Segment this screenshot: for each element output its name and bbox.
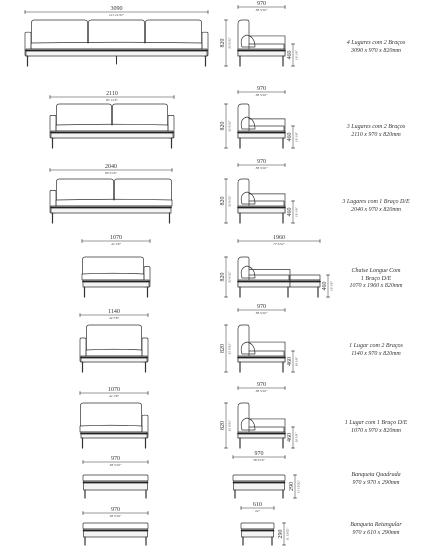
height-dimension: 820 — [219, 344, 226, 353]
product-dimensions: 970 x 610 x 290mm — [352, 529, 400, 536]
width-dimension: 610 — [253, 502, 262, 508]
seat-height-dimension-inch: 18 1/8" — [294, 50, 299, 60]
width-dimension-inch: 38 3/16" — [253, 458, 265, 463]
row-3-seater-2-arms — [50, 86, 299, 148]
width-dimension: 970 — [257, 304, 266, 310]
width-dimension: 970 — [111, 507, 120, 513]
seat-height-dimension: 460 — [286, 357, 293, 366]
product-caption — [318, 40, 434, 55]
front-view — [82, 235, 150, 297]
width-dimension-inch: 38 3/16" — [255, 93, 268, 98]
front-view — [80, 309, 148, 372]
product-caption — [318, 420, 434, 435]
width-dimension: 1140 — [108, 309, 120, 315]
height-dimension: 820 — [219, 121, 226, 131]
front-view — [50, 91, 174, 148]
width-dimension: 3090 — [110, 6, 123, 12]
row-4-seater-2-arms — [25, 1, 299, 66]
product-name: 4 Lugares com 2 Braços — [346, 40, 406, 46]
side-view — [220, 382, 299, 448]
height-dimension: 820 — [219, 272, 226, 282]
width-dimension: 2110 — [106, 91, 118, 97]
product-dimensions: 1070 x 970 x 820mm — [351, 427, 401, 434]
width-dimension: 970 — [257, 1, 266, 7]
seat-height-dimension: 460 — [286, 433, 293, 442]
height-dimension-inch: 32 9/32" — [227, 120, 232, 132]
height-dimension-inch: 32 9/32" — [227, 37, 232, 49]
side-view — [233, 451, 301, 498]
height-dimension-inch: 32 9/32" — [227, 342, 232, 355]
height-dimension-inch: 11 13/32" — [296, 479, 301, 494]
row-square-ottoman — [83, 451, 301, 498]
product-caption — [318, 343, 434, 358]
width-dimension-inch: 38 3/16" — [255, 166, 268, 171]
product-caption — [318, 124, 434, 139]
width-dimension: 1960 — [273, 235, 285, 241]
width-dimension-inch: 38 3/16" — [255, 311, 268, 316]
width-dimension-inch: 42 1/8" — [111, 242, 121, 247]
seat-height-dimension-inch: 18 1/8" — [294, 432, 299, 443]
width-dimension-inch: 44 7/8" — [109, 316, 119, 321]
width-dimension-inch: 38 3/16" — [109, 463, 122, 468]
seat-height-dimension-inch: 18 1/8" — [294, 356, 299, 367]
width-dimension-inch: 42 1/8" — [109, 394, 119, 399]
product-name: 1 Lugar com 2 Braços — [349, 343, 403, 349]
row-1-seater-1-arm — [80, 382, 299, 448]
product-name: 3 Lugares com 1 Braço D/E — [342, 199, 410, 205]
width-dimension: 970 — [257, 159, 266, 165]
height-dimension: 820 — [219, 196, 226, 206]
product-name: Banqueta Retangular — [350, 522, 402, 528]
height-dimension-inch: 32 9/32" — [227, 419, 232, 432]
seat-height-dimension-inch: 18 1/8" — [294, 132, 299, 142]
product-dimensions: 3090 x 970 x 820mm — [351, 47, 401, 54]
front-view — [83, 456, 148, 498]
product-name-line2: 1 Braço D/E — [360, 275, 392, 282]
product-dimensions: 2040 x 970 x 820mm — [351, 206, 401, 213]
row-1-seater-2-arms — [80, 304, 299, 372]
seat-height-dimension: 460 — [286, 207, 293, 217]
side-view — [220, 159, 299, 223]
product-caption — [318, 199, 434, 214]
row-rectangular-ottoman — [83, 502, 290, 545]
front-view — [50, 164, 172, 223]
width-dimension-inch: 83 1/16" — [106, 98, 118, 103]
side-view — [220, 1, 299, 66]
seat-height-dimension: 460 — [321, 281, 328, 291]
seat-height-dimension: 460 — [286, 132, 293, 142]
row-3-seater-1-arm — [50, 159, 299, 223]
width-dimension-inch: 121 21/32" — [108, 13, 125, 18]
product-name: Banqueta Quadrada — [351, 472, 401, 478]
height-dimension: 820 — [219, 38, 226, 48]
product-dimensions: 1140 x 970 x 820mm — [351, 350, 401, 357]
product-dimensions: 2110 x 970 x 820mm — [351, 131, 401, 138]
width-dimension-inch: 80 5/16" — [105, 171, 117, 176]
height-dimension: 290 — [277, 529, 284, 539]
product-caption — [318, 268, 434, 291]
product-caption — [318, 522, 434, 537]
product-dimensions: 1070 x 1960 x 820mm — [349, 283, 403, 290]
width-dimension-inch: 38 3/16" — [255, 389, 268, 394]
side-view — [220, 86, 299, 148]
width-dimension: 1070 — [110, 235, 122, 241]
product-dimensions: 970 x 970 x 290mm — [352, 479, 400, 486]
row-chaise-longue-1-arm — [82, 235, 334, 297]
product-name: 1 Lugar com 1 Braço D/E — [344, 420, 408, 426]
width-dimension: 2040 — [105, 164, 117, 170]
seat-height-dimension: 460 — [286, 50, 293, 60]
product-name: 3 Lugares com 2 Braços — [346, 124, 406, 130]
width-dimension-inch: 38 3/16" — [109, 514, 122, 519]
product-caption — [318, 472, 434, 487]
height-dimension-inch: 11 13/32" — [285, 527, 290, 541]
width-dimension-inch: 38 3/16" — [255, 8, 268, 13]
width-dimension: 970 — [111, 456, 120, 462]
height-dimension-inch: 32 9/32" — [227, 195, 232, 207]
front-view — [80, 387, 148, 448]
seat-height-dimension-inch: 18 1/8" — [329, 281, 334, 291]
width-dimension-inch: 24" — [255, 509, 260, 514]
width-dimension-inch: 77 5/32" — [273, 242, 285, 247]
front-view — [25, 6, 208, 66]
width-dimension: 970 — [254, 451, 264, 457]
product-name: Chaise Longue Com — [351, 268, 401, 274]
side-view — [220, 304, 299, 372]
height-dimension-inch: 32 9/32" — [227, 271, 232, 283]
front-view — [83, 507, 148, 545]
side-view — [241, 502, 290, 545]
width-dimension: 1070 — [108, 387, 120, 393]
seat-height-dimension-inch: 18 1/8" — [294, 207, 299, 217]
width-dimension: 970 — [257, 382, 266, 388]
side-view — [220, 235, 334, 297]
width-dimension: 970 — [257, 86, 266, 92]
height-dimension: 290 — [288, 482, 295, 491]
height-dimension: 820 — [219, 421, 226, 430]
